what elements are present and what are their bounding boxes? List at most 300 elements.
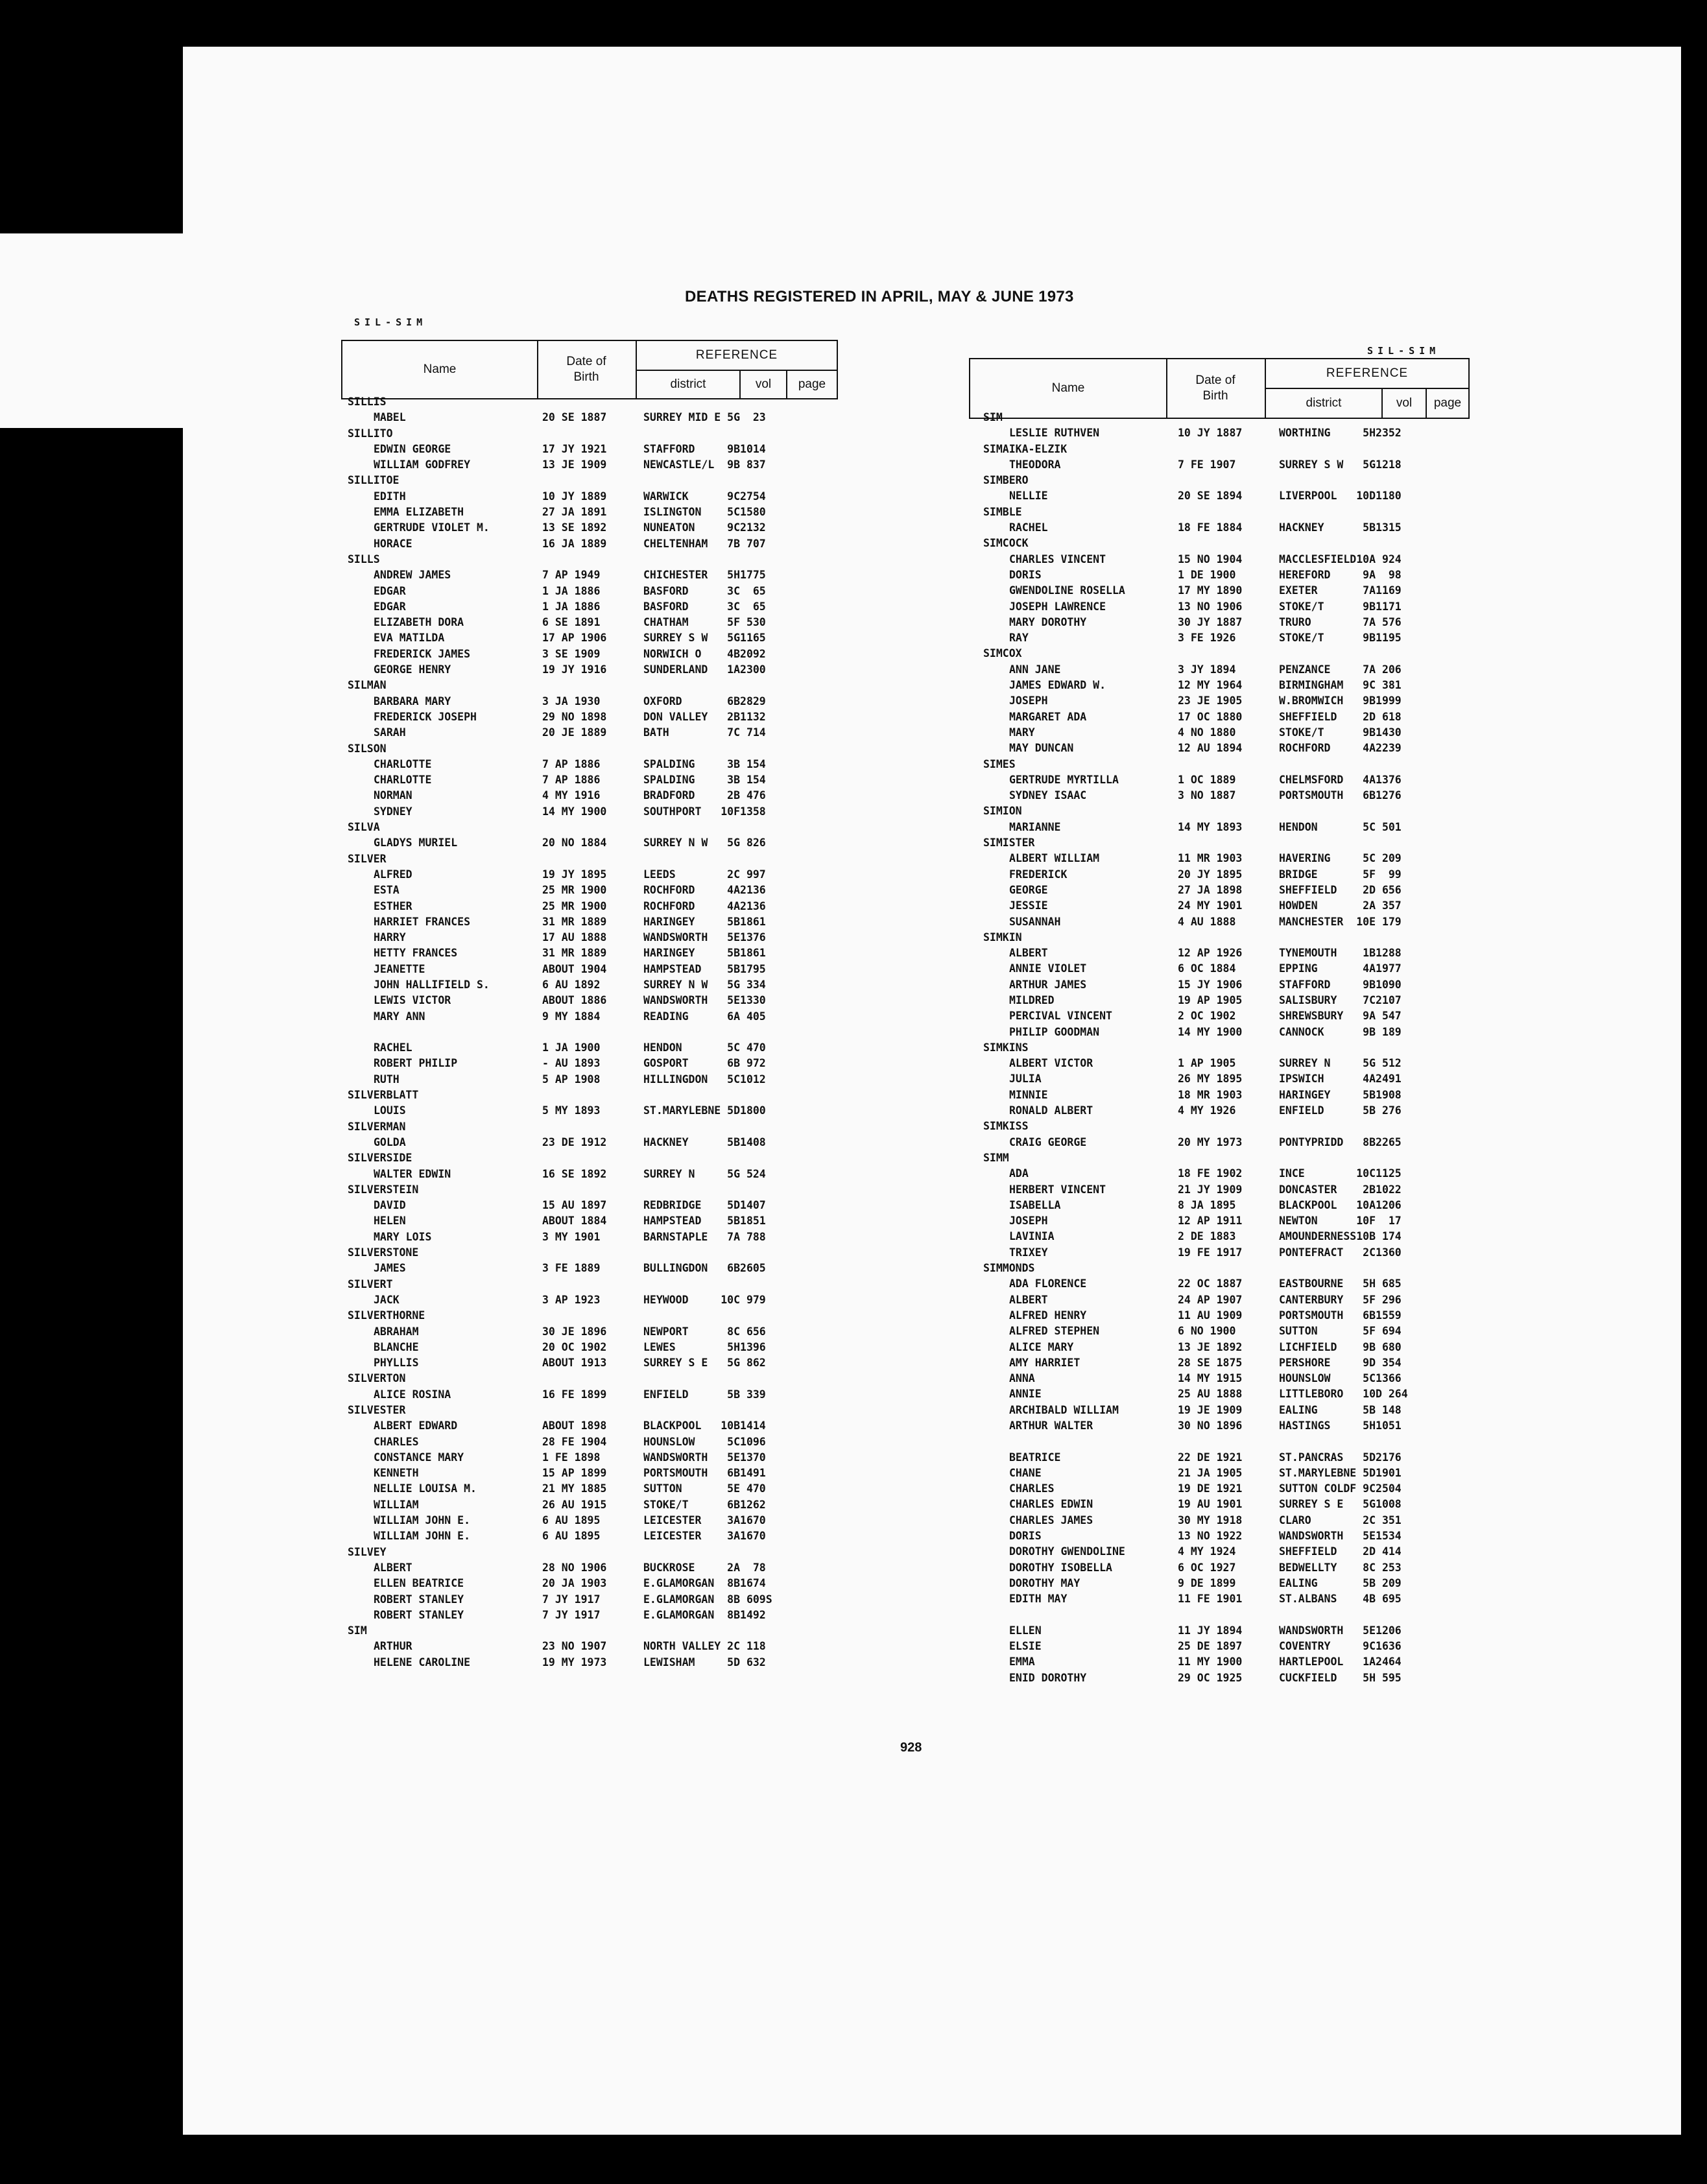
entry-row [348,1560,841,1576]
forename: ENID DOROTHY [1009,1671,1087,1684]
forename: KENNETH [374,1467,419,1480]
date-of-birth: 28 FE 1904 [542,1435,607,1448]
reference: STOKE/T 9B1430 [1279,726,1402,739]
surname-heading [348,552,841,567]
date-of-birth: 3 JA 1930 [542,694,601,707]
forename: ADA [1009,1167,1029,1180]
forename: GEORGE HENRY [374,663,451,676]
forename: ARTHUR [374,1640,412,1653]
date-of-birth: 3 AP 1923 [542,1293,601,1306]
reference: HACKNEY 5B1408 [643,1135,766,1148]
entry-row [983,1418,1489,1434]
date-of-birth: 1 JA 1886 [542,584,601,597]
surname-heading [983,473,1489,488]
entry-row [348,993,841,1008]
entry-row [983,615,1489,630]
date-of-birth: 20 MY 1973 [1178,1135,1243,1148]
date-of-birth: 14 MY 1900 [1178,1025,1243,1038]
entry-row [348,930,841,945]
entry-row [348,504,841,520]
reference: BULLINGDON 6B2605 [643,1262,766,1275]
date-of-birth: 12 AU 1894 [1178,742,1243,755]
forename: EMMA [1009,1656,1035,1668]
date-of-birth: 27 JA 1898 [1178,883,1243,896]
date-of-birth: 3 NO 1887 [1178,789,1236,802]
surname-heading [348,1308,841,1323]
date-of-birth: 26 MY 1895 [1178,1073,1243,1086]
date-of-birth: 6 SE 1891 [542,616,601,629]
reference: NEWCASTLE/L 9B 837 [643,458,766,471]
entry-row [983,1071,1489,1087]
forename: DAVID [374,1199,406,1212]
entry-row [348,757,841,772]
entry-row [348,899,841,914]
forename: ALFRED HENRY [1009,1309,1087,1322]
entry-row [983,1481,1489,1497]
reference: BATH 7C 714 [643,726,766,739]
forename: ANN JANE [1009,663,1061,676]
reference: WORTHING 5H2352 [1279,427,1402,440]
date-of-birth: 30 NO 1896 [1178,1419,1243,1432]
reference: MANCHESTER 10E 179 [1279,915,1402,928]
surname-heading [983,803,1489,819]
entry-row [348,630,841,646]
surname-heading [348,741,841,757]
reference: OXFORD 6B2829 [643,694,766,707]
surname: SILVEY [348,1545,387,1558]
date-of-birth: 22 DE 1921 [1178,1451,1243,1464]
entry-row [348,945,841,961]
reference: W.BROMWICH 9B1999 [1279,694,1402,707]
reference: ROCHFORD 4A2136 [643,899,766,912]
date-of-birth: 1 FE 1898 [542,1451,601,1464]
header-name: Name [342,341,538,398]
surname: SILVER [348,852,387,865]
date-of-birth: 15 JY 1906 [1178,978,1243,991]
date-of-birth: 26 AU 1915 [542,1498,607,1511]
surname-heading [348,1245,841,1261]
reference: WANDSWORTH 5E1330 [643,994,766,1007]
forename: AMY HARRIET [1009,1356,1080,1369]
date-of-birth: 25 AU 1888 [1178,1388,1243,1401]
date-of-birth: 9 DE 1899 [1178,1576,1236,1589]
date-of-birth: 8 JA 1895 [1178,1198,1236,1211]
header-reference: REFERENCE [637,341,837,371]
forename: BARBARA MARY [374,694,451,707]
forename: JOSEPH LAWRENCE [1009,600,1106,613]
reference: HILLINGDON 5C1012 [643,1073,766,1086]
entry-row [983,1198,1489,1213]
header-page: page [1433,396,1462,410]
surname: SILVERTON [348,1372,406,1385]
date-of-birth: 13 NO 1922 [1178,1530,1243,1543]
date-of-birth: 28 SE 1875 [1178,1356,1243,1369]
reference: WARWICK 9C2754 [643,490,766,503]
entry-row [983,693,1489,709]
forename: ARTHUR JAMES [1009,978,1087,991]
forename: GERTRUDE VIOLET M. [374,521,490,534]
surname-heading [348,473,841,488]
page-title: DEATHS REGISTERED IN APRIL, MAY & JUNE 1973 [685,288,1074,305]
forename: CRAIG GEORGE [1009,1135,1087,1148]
forename: DORIS [1009,1530,1042,1543]
forename: JOSEPH [1009,1215,1048,1228]
surname: SIMKIN [983,931,1022,944]
forename: DOROTHY MAY [1009,1576,1080,1589]
reference: DONCASTER 2B1022 [1279,1183,1402,1196]
reference: SURREY S E 5G1008 [1279,1498,1402,1511]
forename: CONSTANCE MARY [374,1451,464,1464]
reference: LEWISHAM 5D 632 [643,1656,766,1668]
entry-row [348,457,841,473]
reference: LITTLEBORO 10D 264 [1279,1388,1408,1401]
entry-row [983,1323,1489,1339]
reference: REDBRIDGE 5D1407 [643,1199,766,1212]
forename: ANNIE VIOLET [1009,962,1087,975]
reference: HASTINGS 5H1051 [1279,1419,1402,1432]
surname: SILLITO [348,427,393,440]
surname: SILVERT [348,1277,393,1290]
surname: SILLIS [348,396,387,408]
date-of-birth: 17 MY 1890 [1178,584,1243,597]
surname: SIMISTER [983,837,1035,849]
forename: ESTA [374,884,400,897]
reference: CUCKFIELD 5H 595 [1279,1671,1402,1684]
reference: SHEFFIELD 2D 618 [1279,710,1402,723]
forename: RACHEL [1009,521,1048,534]
date-of-birth: 4 MY 1926 [1178,1104,1236,1117]
surname: SILVERSTONE [348,1246,419,1259]
entry-row [348,772,841,788]
entry-row [348,442,841,457]
reference: NUNEATON 9C2132 [643,521,766,534]
entry-row [348,1229,841,1245]
entry-row [348,1592,841,1608]
surname: SILVERSTEIN [348,1183,419,1196]
entry-row [983,1576,1489,1591]
entry-row [983,788,1489,803]
reference: SURREY S W 5G1218 [1279,458,1402,471]
reference: BUCKROSE 2A 78 [643,1561,766,1574]
reference: SPALDING 3B 154 [643,757,766,770]
forename: MARY [1009,726,1035,739]
forename: RAY [1009,632,1029,645]
reference: SUTTON 5E 470 [643,1482,766,1495]
forename: JESSIE [1009,899,1048,912]
reference: CANNOCK 9B 189 [1279,1025,1402,1038]
entry-row [983,993,1489,1008]
forename: EVA MATILDA [374,632,445,645]
entry-row [983,1670,1489,1686]
entry-row [348,1324,841,1340]
forename: WILLIAM JOHN E. [374,1530,471,1543]
entry-row [983,1025,1489,1040]
surname: SIMKISS [983,1120,1029,1133]
date-of-birth: 29 OC 1925 [1178,1671,1243,1684]
forename: ELLEN [1009,1624,1042,1637]
forename: JOHN HALLIFIELD S. [374,978,490,991]
date-of-birth: 1 OC 1889 [1178,773,1236,786]
forename: ROBERT STANLEY [374,1608,464,1621]
date-of-birth: 19 DE 1921 [1178,1482,1243,1495]
date-of-birth: 3 FE 1926 [1178,632,1236,645]
entry-row [348,694,841,709]
forename: SARAH [374,726,406,739]
entry-row [983,914,1489,930]
forename: HARRIET FRANCES [374,915,471,928]
reference: STOKE/T 9B1171 [1279,600,1402,613]
date-of-birth: 20 SE 1887 [542,411,607,424]
entry-row [348,567,841,583]
surname: SILVERMAN [348,1120,406,1133]
date-of-birth: 23 JE 1905 [1178,694,1243,707]
entry-row [983,1229,1489,1244]
reference: HEREFORD 9A 98 [1279,568,1402,581]
entry-row [348,410,841,425]
surname-heading [983,757,1489,772]
forename: ANNIE [1009,1388,1042,1401]
reference: SURREY N 5G 524 [643,1167,766,1180]
date-of-birth: 7 AP 1886 [542,757,601,770]
entry-row [348,1639,841,1654]
entry-row [983,583,1489,599]
entry-row [348,520,841,536]
entry-row [348,599,841,615]
entry-row [348,584,841,599]
forename: DORIS [1009,568,1042,581]
date-of-birth: 2 DE 1883 [1178,1230,1236,1243]
date-of-birth: 4 MY 1924 [1178,1545,1236,1558]
date-of-birth: 13 JE 1892 [1178,1340,1243,1353]
surname: SIMCOCK [983,537,1029,550]
forename: LEWIS VICTOR [374,994,451,1007]
reference: SURREY N W 5G 334 [643,978,766,991]
reference: PONTYPRIDD 8B2265 [1279,1135,1402,1148]
entry-row [983,1135,1489,1150]
forename: EDGAR [374,584,406,597]
reference: LEEDS 2C 997 [643,868,766,881]
entry-row [348,725,841,741]
date-of-birth: 20 JE 1889 [542,726,607,739]
surname: SILVA [348,821,380,834]
date-of-birth: 3 SE 1909 [542,647,601,660]
reference: TRURO 7A 576 [1279,615,1402,628]
date-of-birth: 21 JY 1909 [1178,1183,1243,1196]
reference: ST.ALBANS 4B 695 [1279,1593,1402,1606]
reference: E.GLAMORGAN 8B 609S [643,1593,772,1606]
entry-row [348,1213,841,1229]
date-of-birth: 10 JY 1889 [542,490,607,503]
date-of-birth: 12 MY 1964 [1178,679,1243,692]
forename: SYDNEY ISAAC [1009,789,1087,802]
date-of-birth: 30 MY 1918 [1178,1513,1243,1526]
date-of-birth: 21 MY 1885 [542,1482,607,1495]
entry-row [348,1340,841,1355]
reference: LICHFIELD 9B 680 [1279,1340,1402,1353]
forename: RONALD ALBERT [1009,1104,1093,1117]
forename: MARY DOROTHY [1009,615,1087,628]
page-number: 928 [900,1740,922,1755]
date-of-birth: 4 MY 1916 [542,789,601,802]
entry-row [348,1466,841,1481]
date-of-birth: 24 AP 1907 [1178,1293,1243,1306]
entry-row [983,709,1489,725]
header-reference: REFERENCE [1266,359,1468,389]
reference: HOUNSLOW 5C1096 [643,1435,766,1448]
reference: ENFIELD 5B 339 [643,1388,766,1401]
entry-row [983,1182,1489,1198]
date-of-birth: 19 JY 1916 [542,663,607,676]
entry-row [348,647,841,662]
forename: BLANCHE [374,1340,419,1353]
forename: PHILIP GOODMAN [1009,1025,1100,1038]
reference: HOWDEN 2A 357 [1279,899,1402,912]
reference: SURREY S E 5G 862 [643,1357,766,1370]
forename: SUSANNAH [1009,915,1061,928]
date-of-birth: 3 FE 1889 [542,1262,601,1275]
surname-heading [348,1087,841,1103]
date-of-birth: 30 JY 1887 [1178,615,1243,628]
forename: ESTHER [374,899,412,912]
surname-heading [348,1371,841,1386]
date-of-birth: 19 FE 1917 [1178,1246,1243,1259]
date-of-birth: 25 MR 1900 [542,899,607,912]
reference: AMOUNDERNESS10B 174 [1279,1230,1402,1243]
forename: GEORGE [1009,883,1048,896]
reference: BASFORD 3C 65 [643,600,766,613]
date-of-birth: ABOUT 1904 [542,962,607,975]
entry-row [348,962,841,977]
reference: PORTSMOUTH 6B1491 [643,1467,766,1480]
entry-row [348,1056,841,1071]
entry-row [348,1576,841,1591]
forename: ADA FLORENCE [1009,1277,1087,1290]
entry-row [983,1213,1489,1229]
entry-row [983,741,1489,756]
forename: MINNIE [1009,1088,1048,1101]
date-of-birth: 6 AU 1895 [542,1514,601,1527]
forename: ELSIE [1009,1640,1042,1653]
reference: ST.PANCRAS 5D2176 [1279,1451,1402,1464]
reference: MACCLESFIELD10A 924 [1279,552,1402,565]
entry-row [983,1654,1489,1670]
entry-row [348,1135,841,1150]
date-of-birth: ABOUT 1913 [542,1357,607,1370]
date-of-birth: 11 MR 1903 [1178,852,1243,865]
table-header-left [341,340,838,399]
date-of-birth: - AU 1893 [542,1057,601,1070]
reference: SURREY N 5G 512 [1279,1057,1402,1070]
header-district: district [1266,389,1383,418]
date-of-birth: 13 SE 1892 [542,521,607,534]
entry-row [983,945,1489,961]
date-of-birth: 9 MY 1884 [542,1010,601,1023]
reference: BEDWELLTY 8C 253 [1279,1561,1402,1574]
entry-row [983,1056,1489,1071]
entry-row [348,977,841,993]
entry-row [983,1087,1489,1103]
date-of-birth: 23 DE 1912 [542,1135,607,1148]
surname-heading [348,820,841,835]
forename: ANDREW JAMES [374,569,451,582]
date-of-birth: 15 NO 1904 [1178,552,1243,565]
date-of-birth: 7 JY 1917 [542,1593,601,1606]
entry-row [348,1481,841,1497]
entry-row [348,1292,841,1308]
surname: SIM [983,411,1003,423]
reference: CHICHESTER 5H1775 [643,569,766,582]
surname: SILVERTHORNE [348,1309,425,1322]
date-of-birth: 15 AU 1897 [542,1199,607,1212]
date-of-birth: 17 JY 1921 [542,442,607,455]
surname-heading [983,504,1489,520]
entry-row [983,867,1489,883]
date-of-birth: 22 OC 1887 [1178,1277,1243,1290]
reference: NORWICH O 4B2092 [643,647,766,660]
forename: HERBERT VINCENT [1009,1183,1106,1196]
entries-left-column [348,394,841,1670]
entry-row [983,1544,1489,1560]
forename: ELIZABETH DORA [374,616,464,629]
reference: CHELMSFORD 4A1376 [1279,773,1402,786]
reference: SUTTON COLDF 9C2504 [1279,1482,1402,1495]
header-district: district [637,371,741,398]
entry-row [348,1355,841,1371]
entry-row [983,1450,1489,1466]
date-of-birth: 1 JA 1886 [542,600,601,613]
header-vol: vol [741,371,787,398]
forename: NELLIE LOUISA M. [374,1482,477,1495]
forename: JAMES EDWARD W. [1009,679,1106,692]
forename: ARCHIBALD WILLIAM [1009,1403,1119,1416]
reference: CLARO 2C 351 [1279,1513,1402,1526]
reference: BLACKPOOL 10B1414 [643,1419,766,1432]
reference: CHATHAM 5F 530 [643,616,766,629]
surname-heading [348,678,841,693]
entry-row [983,1292,1489,1308]
date-of-birth: 19 AU 1901 [1178,1498,1243,1511]
forename: FREDERICK JAMES [374,647,471,660]
reference: COVENTRY 9C1636 [1279,1640,1402,1653]
reference: STAFFORD 9B1014 [643,442,766,455]
reference: HARINGEY 5B1908 [1279,1088,1402,1101]
entry-row [348,804,841,820]
surname-heading [348,1403,841,1418]
date-of-birth: 28 NO 1906 [542,1561,607,1574]
date-of-birth: 12 AP 1911 [1178,1215,1243,1228]
forename: JULIA [1009,1073,1042,1086]
forename: RACHEL [374,1041,412,1054]
surname-heading [983,646,1489,661]
entry-row [348,1387,841,1403]
date-of-birth: 7 FE 1907 [1178,458,1236,471]
forename: ALBERT [374,1561,412,1574]
reference: SUTTON 5F 694 [1279,1325,1402,1338]
date-of-birth: 14 MY 1915 [1178,1372,1243,1385]
entry-row [348,536,841,552]
forename: CHARLES [1009,1482,1055,1495]
entry-row [348,1103,841,1119]
reference: LEWES 5H1396 [643,1340,766,1353]
entry-row [983,772,1489,788]
surname-heading [983,1261,1489,1276]
reference: HOUNSLOW 5C1366 [1279,1372,1402,1385]
date-of-birth: 25 MR 1900 [542,884,607,897]
reference: HARINGEY 5B1861 [643,947,766,960]
date-of-birth: 27 JA 1891 [542,506,607,519]
date-of-birth: 5 MY 1893 [542,1104,601,1117]
reference: TYNEMOUTH 1B1288 [1279,947,1402,960]
